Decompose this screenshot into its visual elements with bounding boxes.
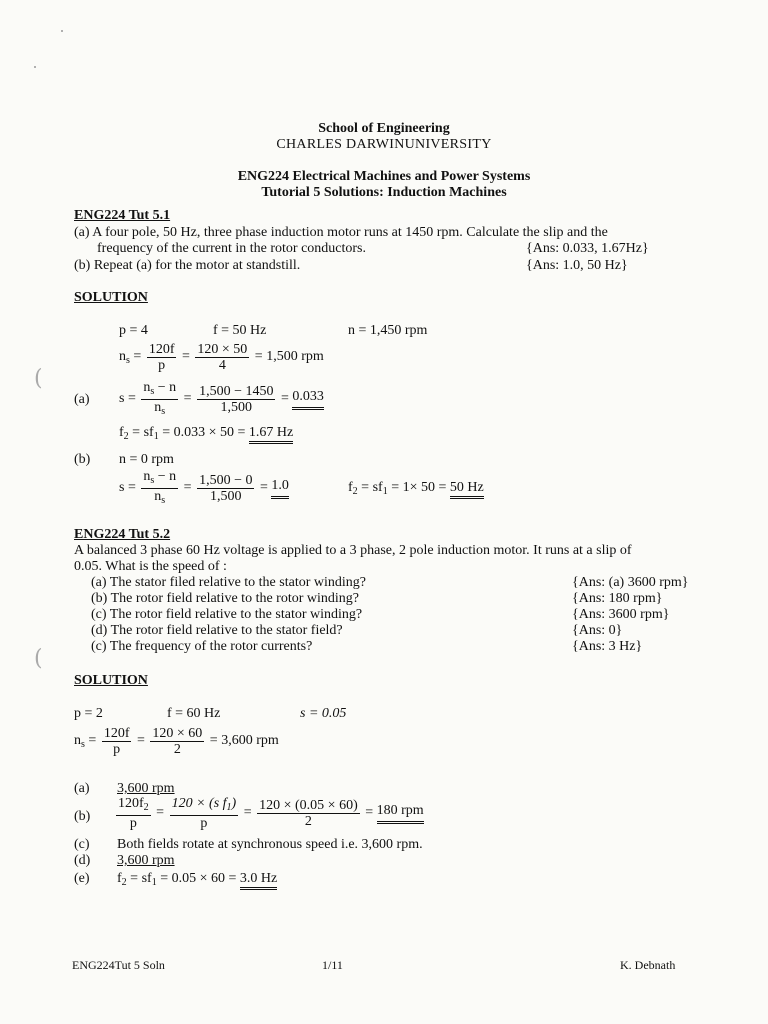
sol1-standstill-slip-answer: 1.0	[271, 478, 289, 498]
sol2-slip: s = 0.05	[300, 706, 347, 721]
tut2-answer: {Ans: 3 Hz}	[572, 639, 643, 654]
sol1-slip-answer: 0.033	[292, 389, 324, 409]
sol1-frequency-answer: 1.67 Hz	[249, 425, 293, 444]
tut2-answer: {Ans: 3600 rpm}	[572, 607, 670, 622]
tut2-question: (d) The rotor field relative to the stator field?	[91, 623, 343, 638]
tut1-answer-a: {Ans: 0.033, 1.67Hz}	[526, 241, 649, 256]
sol2-part-e-label: (e)	[74, 871, 90, 886]
sol1-frequency: f = 50 Hz	[213, 323, 267, 338]
solution2-heading: SOLUTION	[74, 673, 148, 688]
sol2-part-b-equation: $\frac{120f_2}{p}$ = $\frac{120 \times (s f_1)}{p}$ = $\frac{120 \times (0.05 \times 60)}{2}$ = 180 rpm	[118, 796, 424, 831]
school-name: School of Engineering	[318, 121, 450, 136]
sol1-rotor-speed: n = 1,450 rpm	[348, 323, 428, 338]
sol1-standstill-speed: n = 0 rpm	[119, 452, 174, 467]
tut2-intro-cont: 0.05. What is the speed of :	[74, 559, 227, 574]
scan-speck	[34, 66, 36, 68]
footer-document-name: ENG224Tut 5 Soln	[72, 958, 165, 972]
sol2-part-a-label: (a)	[74, 781, 90, 796]
tut1-question-a-cont: frequency of the current in the rotor conductors.	[97, 241, 367, 256]
tut2-question: (c) The frequency of the rotor currents?	[91, 639, 313, 654]
tut1-question-a: (a) A four pole, 50 Hz, three phase induction motor runs at 1450 rpm. Calculate the slip and the	[74, 225, 608, 240]
tut2-question: (a) The stator filed relative to the stator winding?	[91, 575, 366, 590]
sol2-part-e-equation: $f_2 = sf_1 = 0.05 \times 60 = 3.0$ Hz	[117, 871, 278, 888]
course-title: ENG224 Electrical Machines and Power Systems	[237, 169, 531, 184]
sol1-ns-equation: $n_s$ = $\frac{120f}{p}$ = $\frac{120 \times 50}{4}$ = 1,500 rpm	[119, 342, 324, 373]
sol2-part-b-label: (b)	[74, 809, 91, 824]
tut2-answer: {Ans: 180 rpm}	[572, 591, 663, 606]
tut2-answer: {Ans: 0}	[572, 623, 623, 638]
sol2-part-d-answer: 3,600 rpm	[117, 853, 175, 868]
sol2-ns-equation: $n_s$ = $\frac{120f}{p}$ = $\frac{120 \times 60}{2}$ = 3,600 rpm	[74, 726, 279, 757]
sol1-standstill-frequency: $f_2 = sf_1 = 1\times 50 = 50$ Hz	[348, 480, 484, 497]
sol2-frequency: f = 60 Hz	[167, 706, 221, 721]
sol2-part-c-label: (c)	[74, 837, 90, 852]
tut1-title: ENG224 Tut 5.1	[74, 208, 171, 223]
solution1-heading: SOLUTION	[74, 290, 148, 305]
sol2-part-e-answer: 3.0 Hz	[240, 871, 277, 890]
tut2-question: (b) The rotor field relative to the rotor winding?	[91, 591, 359, 606]
sol1-part-a-label: (a)	[74, 392, 90, 407]
sol1-slip-equation: s = $\frac{n_s - n}{n_s}$ = $\frac{1,500 - 1450}{1,500}$ = 0.033	[119, 380, 324, 417]
sol1-standstill-slip: s = $\frac{n_s - n}{n_s}$ = $\frac{1,500 - 0}{1,500}$ = 1.0	[119, 469, 289, 506]
tut2-question: (c) The rotor field relative to the stator winding?	[91, 607, 363, 622]
sol1-rotor-frequency: $f_2 = sf_1 = 0.033 \times 50 = 1.67$ Hz	[119, 425, 294, 442]
university-name: CHARLES DARWINUNIVERSITY	[276, 137, 492, 152]
binder-hole-mark: (	[34, 366, 43, 391]
footer-author: K. Debnath	[620, 958, 676, 972]
footer-page-number: 1/11	[322, 958, 343, 972]
sol2-part-c-text: Both fields rotate at synchronous speed i.e. 3,600 rpm.	[117, 837, 423, 852]
scan-speck	[61, 30, 63, 32]
sol2-part-b-answer: 180 rpm	[377, 803, 424, 823]
sol2-part-d-label: (d)	[74, 853, 91, 868]
tut1-answer-b: {Ans: 1.0, 50 Hz}	[526, 258, 628, 273]
tut2-title: ENG224 Tut 5.2	[74, 527, 171, 542]
sol2-part-a-answer: 3,600 rpm	[117, 781, 175, 796]
tut2-answer: {Ans: (a) 3600 rpm}	[572, 575, 689, 590]
sol1-part-b-label: (b)	[74, 452, 91, 467]
tutorial-title: Tutorial 5 Solutions: Induction Machines	[261, 185, 507, 200]
sol2-pole-count: p = 2	[74, 706, 103, 721]
sol1-pole-count: p = 4	[119, 323, 148, 338]
binder-hole-mark: (	[34, 646, 43, 671]
sol1-standstill-frequency-answer: 50 Hz	[450, 480, 484, 499]
tut1-question-b: (b) Repeat (a) for the motor at standstill.	[74, 258, 301, 273]
tut2-intro: A balanced 3 phase 60 Hz voltage is applied to a 3 phase, 2 pole induction motor. It runs at a slip of	[74, 543, 632, 558]
